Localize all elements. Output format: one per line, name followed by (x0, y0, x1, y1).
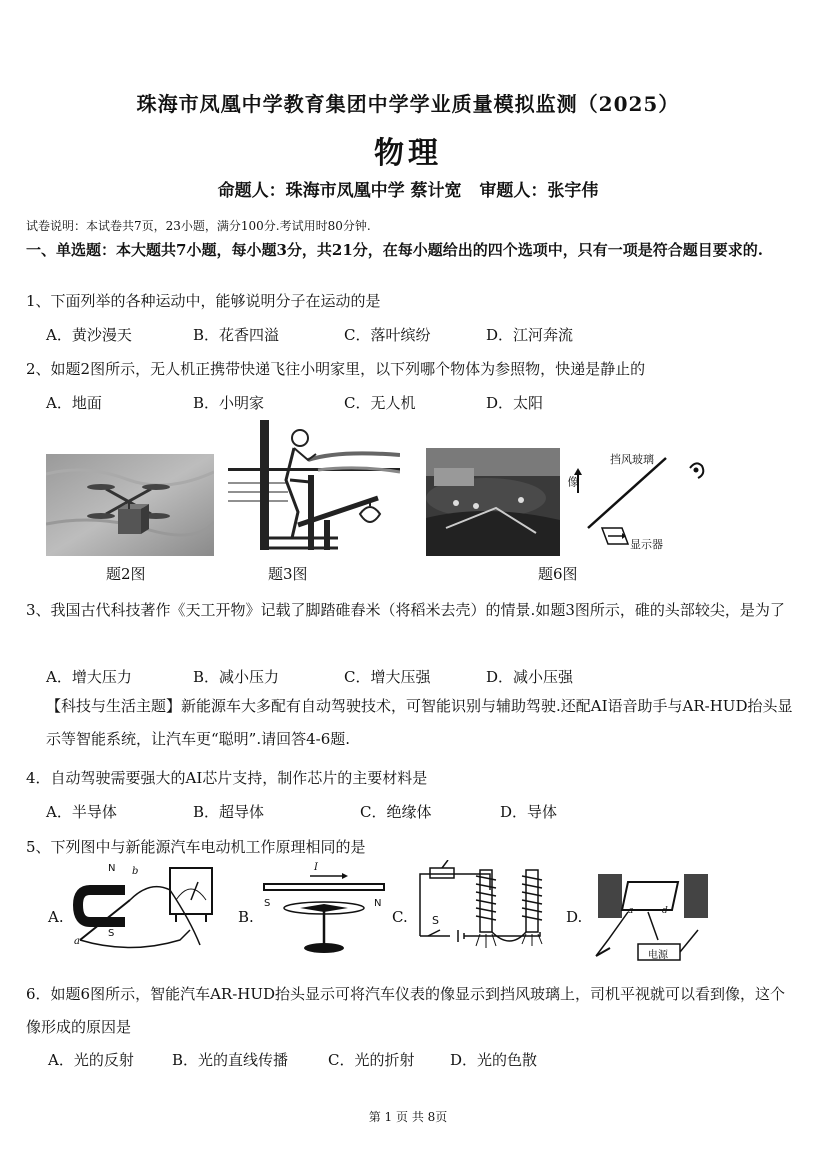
q4-option-c: C．绝缘体 (360, 803, 432, 821)
q4-option-d: D．导体 (500, 803, 558, 821)
q1-option-c: C．落叶缤纷 (344, 326, 431, 344)
question-5-stem: 5、下列图中与新能源汽车电动机工作原理相同的是 (26, 838, 366, 856)
fig6-caption: 题6图 (538, 565, 578, 583)
page-footer: 第 1 页 共 8页 (368, 1110, 448, 1124)
question-4-stem: 4．自动驾驶需要强大的AI芯片支持，制作芯片的主要材料是 (26, 769, 428, 787)
q5b-label-i: I (314, 862, 318, 873)
section-heading: 一、单选题：本大题共7小题，每小题3分，共21分，在每小题给出的四个选项中，只有一项是符合题目要求的. (26, 241, 763, 259)
fig6-label-display: 显示器 (630, 538, 663, 551)
fig6-label-image: 像 (566, 476, 579, 487)
q2-option-a: A．地面 (46, 394, 102, 412)
q3-option-a: A．增大压力 (46, 668, 132, 686)
q5-option-c: C. (392, 908, 408, 926)
q5a-label-b: b (132, 866, 139, 877)
q5a-label-n: N (108, 863, 116, 874)
subject-title: 物理 (374, 136, 442, 171)
q2-option-d: D．太阳 (486, 394, 544, 412)
question-3-stem: 3、我国古代科技著作《天工开物》记载了脚踏碓舂米（将稻米去壳）的情景.如题3图所示，碓的头部较尖，是为了 (26, 601, 785, 619)
q5-fig-b-oersted (262, 866, 386, 956)
fig6-label-windshield: 挡风玻璃 (610, 453, 654, 466)
fig2-drone-photo (46, 454, 214, 556)
q5a-label-s: S (108, 928, 115, 939)
fig3-caption: 题3图 (268, 565, 308, 583)
q5c-label-s: S (432, 914, 439, 927)
q5d-label-a: a (628, 906, 634, 916)
q4-option-b: B．超导体 (193, 803, 265, 821)
q1-option-a: A．黄沙漫天 (46, 326, 132, 344)
q5-option-d: D. (566, 908, 583, 926)
q5a-label-a: a (74, 936, 80, 947)
fig6-hud-photo (426, 448, 560, 556)
question-2-stem: 2、如题2图所示，无人机正携带快递飞往小明家里，以下列哪个物体为参照物，快递是静止的 (26, 360, 646, 378)
q5d-label-battery: 电源 (648, 950, 668, 961)
question-6-stem: 6．如题6图所示，智能汽车AR-HUD抬头显示可将汽车仪表的像显示到挡风玻璃上，司机平视就可以看到像，这个像形成的原因是 (26, 985, 786, 1036)
q5-option-b: B. (238, 908, 254, 926)
q3-option-c: C．增大压强 (344, 668, 431, 686)
q3-option-b: B．减小压力 (193, 668, 280, 686)
q1-option-d: D．江河奔流 (486, 326, 574, 344)
q1-option-b: B．花香四溢 (193, 326, 280, 344)
q5b-label-n: N (374, 898, 382, 909)
q5d-label-b: b (610, 866, 616, 876)
q5b-label-s: S (264, 898, 271, 909)
question-1-stem: 1、下面列举的各种运动中，能够说明分子在运动的是 (26, 292, 381, 310)
q6-option-c: C．光的折射 (328, 1051, 415, 1069)
q6-option-d: D．光的色散 (450, 1051, 538, 1069)
q2-option-c: C．无人机 (344, 394, 416, 412)
authors-line (0, 176, 816, 201)
q5-fig-c-electromagnets (410, 860, 558, 956)
q2-option-b: B．小明家 (193, 394, 265, 412)
exam-title: 珠海市凤凰中学教育集团中学学业质量模拟监测（2025） (136, 92, 680, 116)
q5d-label-c: c (676, 866, 682, 876)
author: 命题人：珠海市凤凰中学 蔡计宽 (217, 181, 462, 201)
fig2-caption: 题2图 (106, 565, 146, 583)
q5-option-a: A. (48, 908, 64, 926)
exam-note: 试卷说明：本试卷共7页，23小题，满分100分.考试用时80分钟. (26, 219, 371, 233)
q6-option-b: B．光的直线传播 (172, 1051, 289, 1069)
q5d-label-d: d (662, 906, 668, 916)
fig3-treadle-mortar-drawing (228, 420, 400, 556)
windshield-line (588, 458, 666, 528)
q3-option-d: D．减小压强 (486, 668, 574, 686)
reviewer: 审题人：张宇伟 (479, 181, 599, 201)
q5-fig-a-generator (70, 860, 220, 956)
theme-intro: 【科技与生活主题】新能源车大多配有自动驾驶技术，可智能识别与辅助驾驶.还配AI语音助手与AR-HUD抬头显示等智能系统，让汽车更“聪明”.请回答4-6题. (46, 697, 793, 748)
q4-option-a: A．半导体 (46, 803, 117, 821)
q6-option-a: A．光的反射 (48, 1051, 134, 1069)
